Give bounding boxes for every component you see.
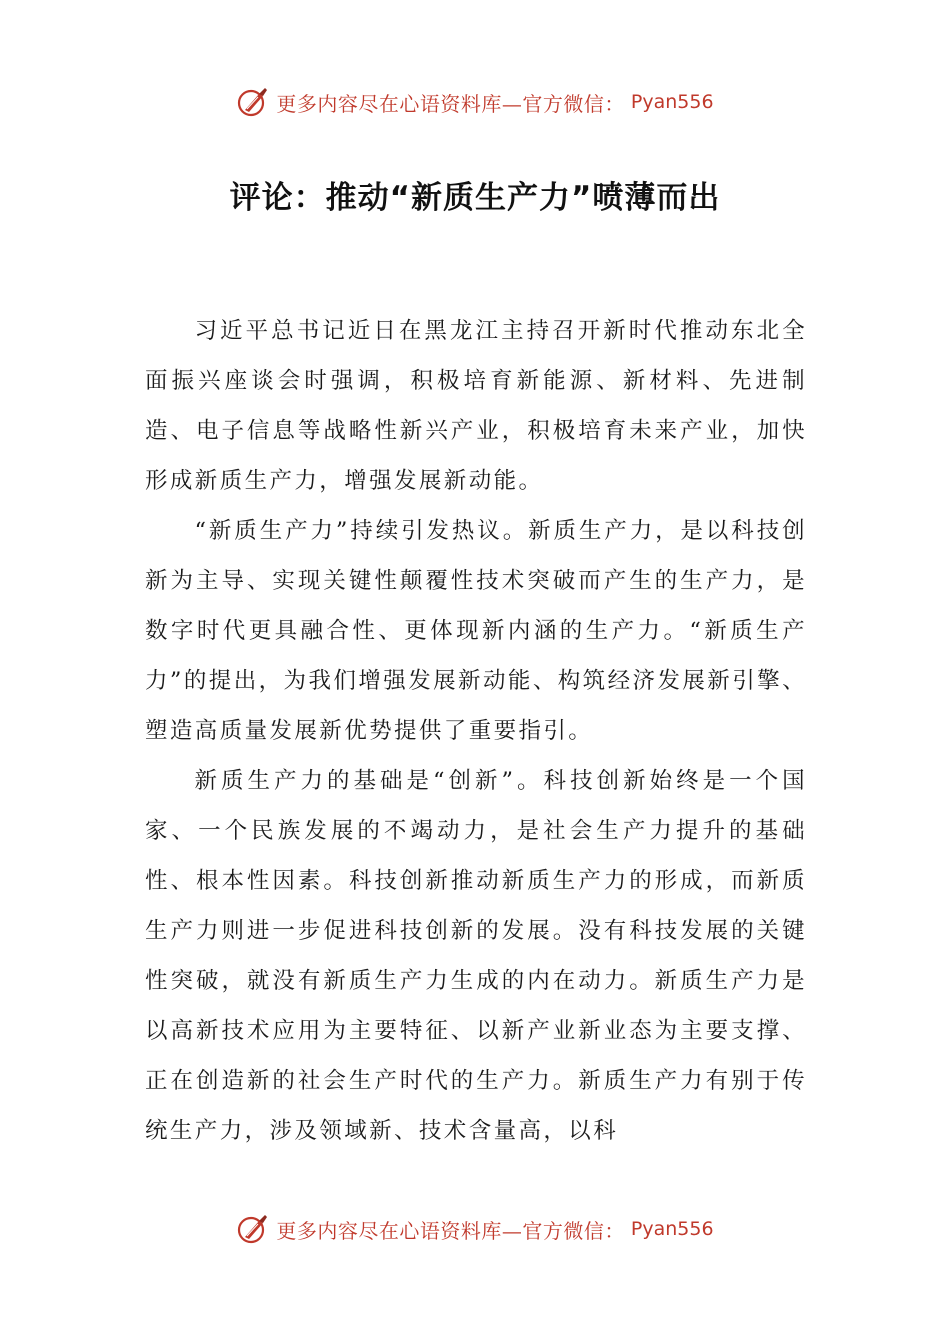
paragraph: 习近平总书记近日在黑龙江主持召开新时代推动东北全面振兴座谈会时强调，积极培育新能源、新材料、先进制造、电子信息等战略性新兴产业，积极培育未来产业，加快形成新质生产力，增强发展新动能。 [145, 318, 807, 494]
article-title: 评论：推动“新质生产力”喷薄而出 [229, 180, 721, 216]
footer-watermark-banner [0, 1209, 950, 1249]
pen-nib-circle-icon [236, 85, 270, 119]
banner-wechat-id: Pyan556 [630, 1218, 714, 1240]
pen-nib-circle-icon [236, 1212, 270, 1246]
header-watermark-banner [0, 82, 950, 122]
paragraph: “新质生产力”持续引发热议。新质生产力，是以科技创新为主导、实现关键性颠覆性技术突破而产生的生产力，是数字时代更具融合性、更体现新内涵的生产力。“新质生产力”的提出，为我们增强发展新动能、构筑经济发展新引擎、塑造高质量发展新优势提供了重要指引。 [145, 518, 807, 744]
banner-wechat-id: Pyan556 [630, 91, 714, 113]
banner-text: 更多内容尽在心语资料库—官方微信： [276, 91, 625, 116]
article-body [145, 306, 807, 1156]
paragraph: 新质生产力的基础是“创新”。科技创新始终是一个国家、一个民族发展的不竭动力，是社会生产力提升的基础性、根本性因素。科技创新推动新质生产力的形成，而新质生产力则进一步促进科技创新的发展。没有科技发展的关键性突破，就没有新质生产力生成的内在动力。新质生产力是以高新技术应用为主要特征、以新产业新业态为主要支撑、正在创造新的社会生产时代的生产力。新质生产力有别于传统生产力，涉及领域新、技术含量高，以科 [145, 768, 807, 1144]
banner-text: 更多内容尽在心语资料库—官方微信： [276, 1218, 625, 1243]
